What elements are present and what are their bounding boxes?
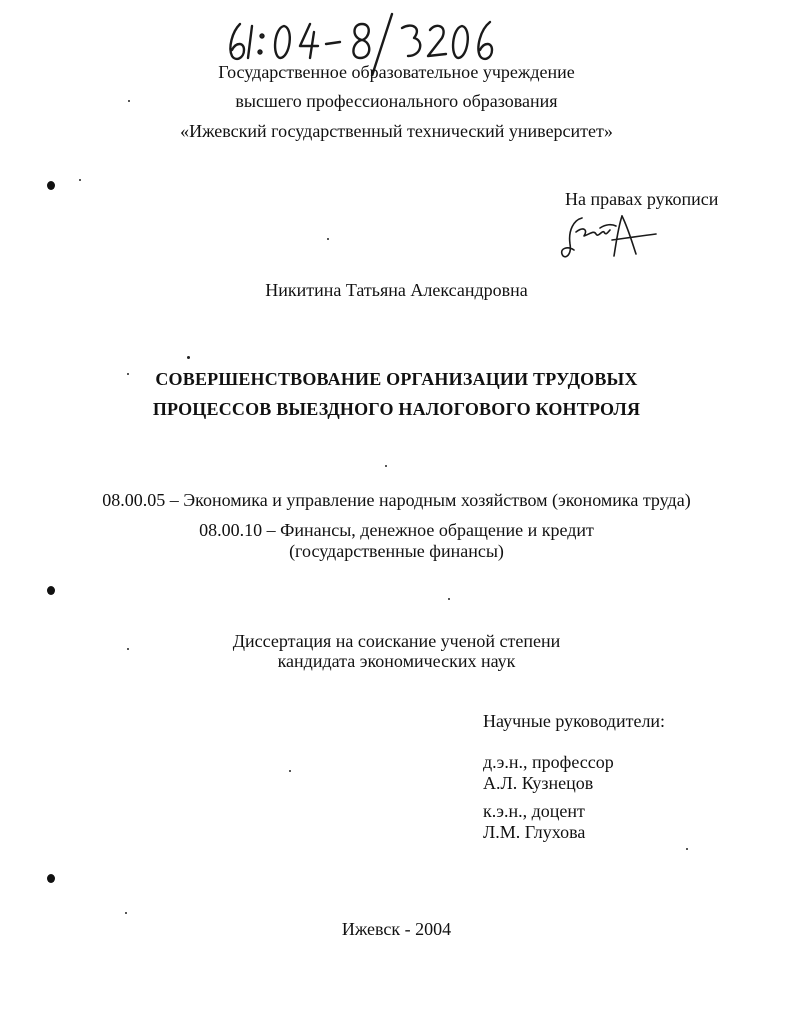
scan-speck: [128, 100, 130, 102]
scan-speck: [79, 179, 81, 181]
signature: [560, 210, 660, 262]
binder-hole-mark: [47, 586, 55, 595]
supervisors-heading: Научные руководители:: [483, 711, 666, 731]
title-line-1: СОВЕРШЕНСТВОВАНИЕ ОРГАНИЗАЦИИ ТРУДОВЫХ: [155, 369, 638, 389]
supervisor-2-degree: к.э.н., доцент: [483, 801, 585, 821]
scan-speck: [686, 848, 688, 850]
manuscript-rights: На правах рукописи: [565, 189, 719, 209]
author-name: Никитина Татьяна Александровна: [265, 280, 528, 300]
dissertation-line-1: Диссертация на соискание ученой степени: [232, 631, 561, 651]
scan-speck: [385, 465, 387, 467]
dissertation-line-2: кандидата экономических наук: [277, 651, 516, 671]
scan-speck: [127, 648, 129, 650]
scan-speck: [289, 770, 291, 772]
specialty-line-1: 08.00.05 – Экономика и управление народным хозяйством (экономика труда): [102, 490, 691, 510]
institution-line-3: «Ижевский государственный технический университет»: [180, 121, 613, 141]
specialty-line-3: (государственные финансы): [289, 541, 504, 561]
supervisor-1-degree: д.э.н., профессор: [483, 752, 614, 772]
scan-speck: [187, 356, 190, 359]
scan-speck: [448, 598, 450, 600]
institution-line-1: Государственное образовательное учреждение: [218, 62, 575, 82]
scan-speck: [125, 912, 127, 914]
binder-hole-mark: [47, 874, 55, 883]
scan-speck: [327, 238, 329, 240]
institution-line-2: высшего профессионального образования: [235, 91, 558, 111]
title-line-2: ПРОЦЕССОВ ВЫЕЗДНОГО НАЛОГОВОГО КОНТРОЛЯ: [152, 399, 641, 419]
supervisor-2-name: Л.М. Глухова: [483, 822, 586, 842]
footer-city-year: Ижевск - 2004: [341, 919, 452, 939]
scan-speck: [127, 373, 129, 375]
binder-hole-mark: [47, 181, 55, 190]
specialty-line-2: 08.00.10 – Финансы, денежное обращение и кредит: [199, 520, 594, 540]
supervisor-1-name: А.Л. Кузнецов: [483, 773, 594, 793]
